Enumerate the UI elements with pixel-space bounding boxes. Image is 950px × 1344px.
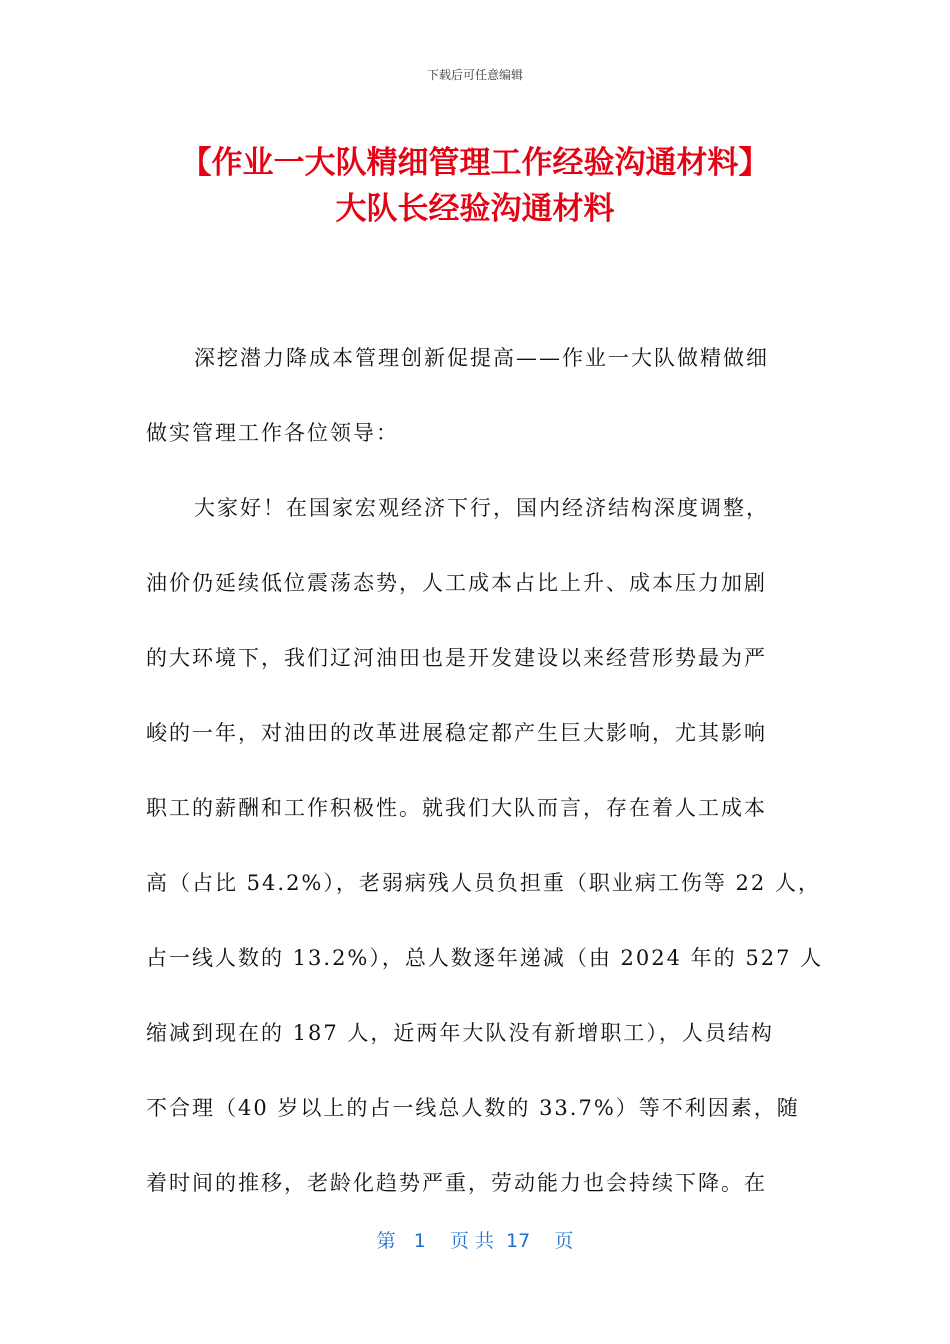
body-line: 油价仍延续低位震荡态势，人工成本占比上升、成本压力加剧 <box>146 571 767 595</box>
title-line-1: 【作业一大队精细管理工作经验沟通材料】 <box>180 145 770 181</box>
body-line: 缩减到现在的 187 人，近两年大队没有新增职工），人员结构 <box>146 1021 774 1045</box>
body-line: 大家好！在国家宏观经济下行，国内经济结构深度调整， <box>194 496 769 520</box>
document-title <box>100 140 850 232</box>
title-line-2: 大队长经验沟通材料 <box>335 191 615 227</box>
body-line: 的大环境下，我们辽河油田也是开发建设以来经营形势最为严 <box>146 646 767 670</box>
body-text <box>146 321 824 1221</box>
body-line: 峻的一年，对油田的改革进展稳定都产生巨大影响，尤其影响 <box>146 721 767 745</box>
body-line: 职工的薪酬和工作积极性。就我们大队而言，存在着人工成本 <box>146 796 767 820</box>
body-line: 占一线人数的 13.2%），总人数逐年递减（由 2024 年的 527 人 <box>146 946 824 970</box>
page-number-footer: 第 1 页 共 17 页 <box>376 1230 574 1252</box>
body-line: 深挖潜力降成本管理创新促提高——作业一大队做精做细 <box>194 346 769 370</box>
body-line: 高（占比 54.2%），老弱病残人员负担重（职业病工伤等 22 人， <box>146 871 821 895</box>
body-line: 不合理（40 岁以上的占一线总人数的 33.7%）等不利因素，随 <box>146 1096 800 1120</box>
body-line: 做实管理工作各位领导： <box>146 421 399 445</box>
header-note: 下载后可任意编辑 <box>426 68 523 82</box>
body-line: 着时间的推移，老龄化趋势严重，劳动能力也会持续下降。在 <box>146 1171 767 1195</box>
